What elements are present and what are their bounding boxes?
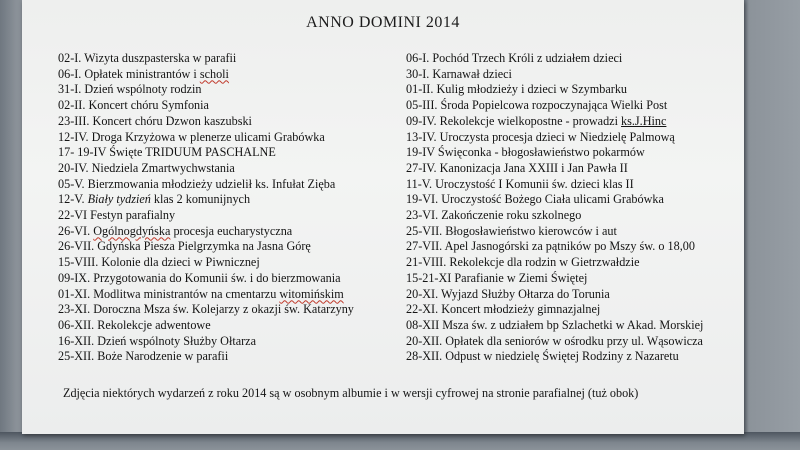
events-list-left bbox=[58, 51, 398, 365]
event-item bbox=[406, 67, 742, 83]
event-text-pre: 02-I. Wizyta duszpasterska w parafii bbox=[58, 51, 237, 65]
event-text-pre: 26-VI. bbox=[58, 223, 94, 238]
background-frame-edge bbox=[0, 432, 800, 450]
event-text-pre: 23-VI. Zakończenie roku szkolnego bbox=[406, 208, 582, 223]
event-item bbox=[58, 192, 398, 208]
event-item bbox=[58, 287, 398, 303]
event-text-pre: 01-II. Kulig młodzieży i dzieci w Szymbarku bbox=[406, 82, 628, 97]
event-item bbox=[58, 114, 398, 130]
event-item bbox=[406, 192, 742, 208]
event-text-mark: witomińskim bbox=[279, 286, 344, 301]
event-text-pre: 26-VII. Gdyńska Piesza Pielgrzymka na Jasna Górę bbox=[58, 239, 311, 254]
event-item bbox=[406, 51, 742, 67]
event-item bbox=[58, 130, 398, 146]
event-item bbox=[58, 208, 398, 224]
event-text-pre: 25-XII. Boże Narodzenie w parafii bbox=[58, 349, 229, 364]
event-text-pre: 02-II. Koncert chóru Symfonia bbox=[58, 98, 209, 113]
event-text-post: procesja eucharystyczna bbox=[170, 223, 293, 238]
event-item bbox=[58, 177, 398, 193]
event-item bbox=[406, 349, 742, 365]
event-item bbox=[58, 161, 398, 177]
event-item bbox=[58, 349, 398, 365]
event-text-pre: 20-XII. Opłatek dla seniorów w ośrodku przy ul. Wąsowicza bbox=[406, 333, 703, 348]
event-text-pre: 28-XII. Odpust w niedzielę Świętej Rodziny z Nazaretu bbox=[406, 349, 679, 364]
event-text-pre: 13-IV. Uroczysta procesja dzieci w Niedzielę Palmową bbox=[406, 129, 675, 144]
background-wall bbox=[742, 0, 800, 450]
event-text-pre: 11-V. Uroczystość I Komunii św. dzieci klas II bbox=[406, 176, 634, 191]
event-item bbox=[58, 51, 398, 67]
event-text-mark: scholi bbox=[199, 66, 229, 81]
event-item bbox=[58, 145, 398, 161]
events-list-right bbox=[406, 51, 742, 365]
event-text-pre: 12-V. bbox=[58, 192, 88, 207]
event-text-post: klas 2 komunijnych bbox=[150, 192, 251, 207]
event-text-pre: 19-VI. Uroczystość Bożego Ciała ulicami Grabówka bbox=[406, 192, 664, 207]
event-item bbox=[406, 82, 742, 98]
event-text-pre: 09-IV. Rekolekcje wielkopostne - prowadzi bbox=[406, 113, 622, 128]
event-item bbox=[406, 287, 742, 303]
event-item bbox=[406, 334, 742, 350]
event-text-mark: ks.J.Hinc bbox=[621, 113, 667, 128]
event-item bbox=[58, 224, 398, 240]
event-text-pre: 08-XII Msza św. z udziałem bp Szlachetki w Akad. Morskiej bbox=[406, 317, 704, 332]
event-item bbox=[406, 271, 742, 287]
event-text-pre: 23-XI. Doroczna Msza św. Kolejarzy z okazji św. Katarzyny bbox=[58, 302, 354, 317]
event-text-pre: 25-VII. Błogosławieństwo kierowców i aut bbox=[406, 223, 617, 238]
page-title: ANNO DOMINI 2014 bbox=[306, 14, 460, 31]
event-item bbox=[406, 224, 742, 240]
event-item bbox=[406, 145, 742, 161]
event-text-ital: Biały tydzień bbox=[87, 192, 151, 207]
event-item bbox=[406, 239, 742, 255]
event-item bbox=[406, 177, 742, 193]
event-item bbox=[406, 130, 742, 146]
event-text-pre: 20-XI. Wyjazd Służby Ołtarza do Torunia bbox=[406, 286, 610, 301]
event-item bbox=[58, 271, 398, 287]
event-text-pre: 17- 19-IV Święte TRIDUUM PASCHALNE bbox=[58, 145, 276, 160]
event-text-pre: 05-III. Środa Popielcowa rozpoczynająca Wielki Post bbox=[406, 98, 668, 113]
event-item bbox=[58, 318, 398, 334]
event-text-pre: 21-VIII. Rekolekcje dla rodzin w Gietrzwałdzie bbox=[406, 255, 640, 270]
event-text-pre: 27-IV. Kanonizacja Jana XXIII i Jan Pawła II bbox=[406, 160, 628, 175]
event-item bbox=[406, 114, 742, 130]
event-item bbox=[58, 255, 398, 271]
notice-sheet bbox=[22, 0, 744, 434]
event-item bbox=[58, 98, 398, 114]
event-item bbox=[406, 208, 742, 224]
event-item bbox=[406, 161, 742, 177]
event-item bbox=[406, 255, 742, 271]
event-text-pre: 12-IV. Droga Krzyżowa w plenerze ulicami Grabówka bbox=[58, 129, 325, 144]
event-text-pre: 16-XII. Dzień wspólnoty Służby Ołtarza bbox=[58, 333, 256, 348]
event-item bbox=[58, 239, 398, 255]
event-text-pre: 09-IX. Przygotowania do Komunii św. i do bierzmowania bbox=[58, 270, 341, 285]
event-text-pre: 30-I. Karnawał dzieci bbox=[406, 66, 512, 81]
event-text-pre: 15-21-XI Parafianie w Ziemi Świętej bbox=[406, 270, 588, 285]
event-text-pre: 05-V. Bierzmowania młodzieży udzielił ks. Infułat Zięba bbox=[58, 176, 336, 191]
event-text-pre: 20-IV. Niedziela Zmartwychwstania bbox=[58, 160, 235, 175]
event-item bbox=[406, 98, 742, 114]
event-text-pre: 23-III. Koncert chóru Dzwon kaszubski bbox=[58, 113, 252, 128]
footer-note: Zdjęcia niektórych wydarzeń z roku 2014 są w osobnym albumie i w wersji cyfrowej na stronie parafialnej (tuż obok) bbox=[63, 386, 639, 400]
event-text-pre: 22-VI Festyn parafialny bbox=[58, 208, 176, 223]
event-text-pre: 15-VIII. Kolonie dla dzieci w Piwnicznej bbox=[58, 255, 260, 270]
event-text-mark: Ogólnogdyńska bbox=[93, 223, 171, 238]
event-item bbox=[58, 67, 398, 83]
event-item bbox=[406, 302, 742, 318]
event-item bbox=[58, 302, 398, 318]
event-text-pre: 31-I. Dzień wspólnoty rodzin bbox=[58, 82, 202, 97]
event-text-pre: 19-IV Święconka - błogosławieństwo pokarmów bbox=[406, 145, 645, 160]
event-text-pre: 01-XI. Modlitwa ministrantów na cmentarzu bbox=[58, 286, 280, 301]
event-text-pre: 06-XII. Rekolekcje adwentowe bbox=[58, 317, 211, 332]
event-text-pre: 06-I. Pochód Trzech Króli z udziałem dzieci bbox=[406, 51, 623, 65]
event-item bbox=[58, 82, 398, 98]
event-text-pre: 22-XI. Koncert młodzieży gimnazjalnej bbox=[406, 302, 601, 317]
event-text-pre: 06-I. Opłatek ministrantów i bbox=[58, 66, 200, 81]
event-item bbox=[406, 318, 742, 334]
event-text-pre: 27-VII. Apel Jasnogórski za pątników po Mszy św. o 18,00 bbox=[406, 239, 695, 254]
event-item bbox=[58, 334, 398, 350]
